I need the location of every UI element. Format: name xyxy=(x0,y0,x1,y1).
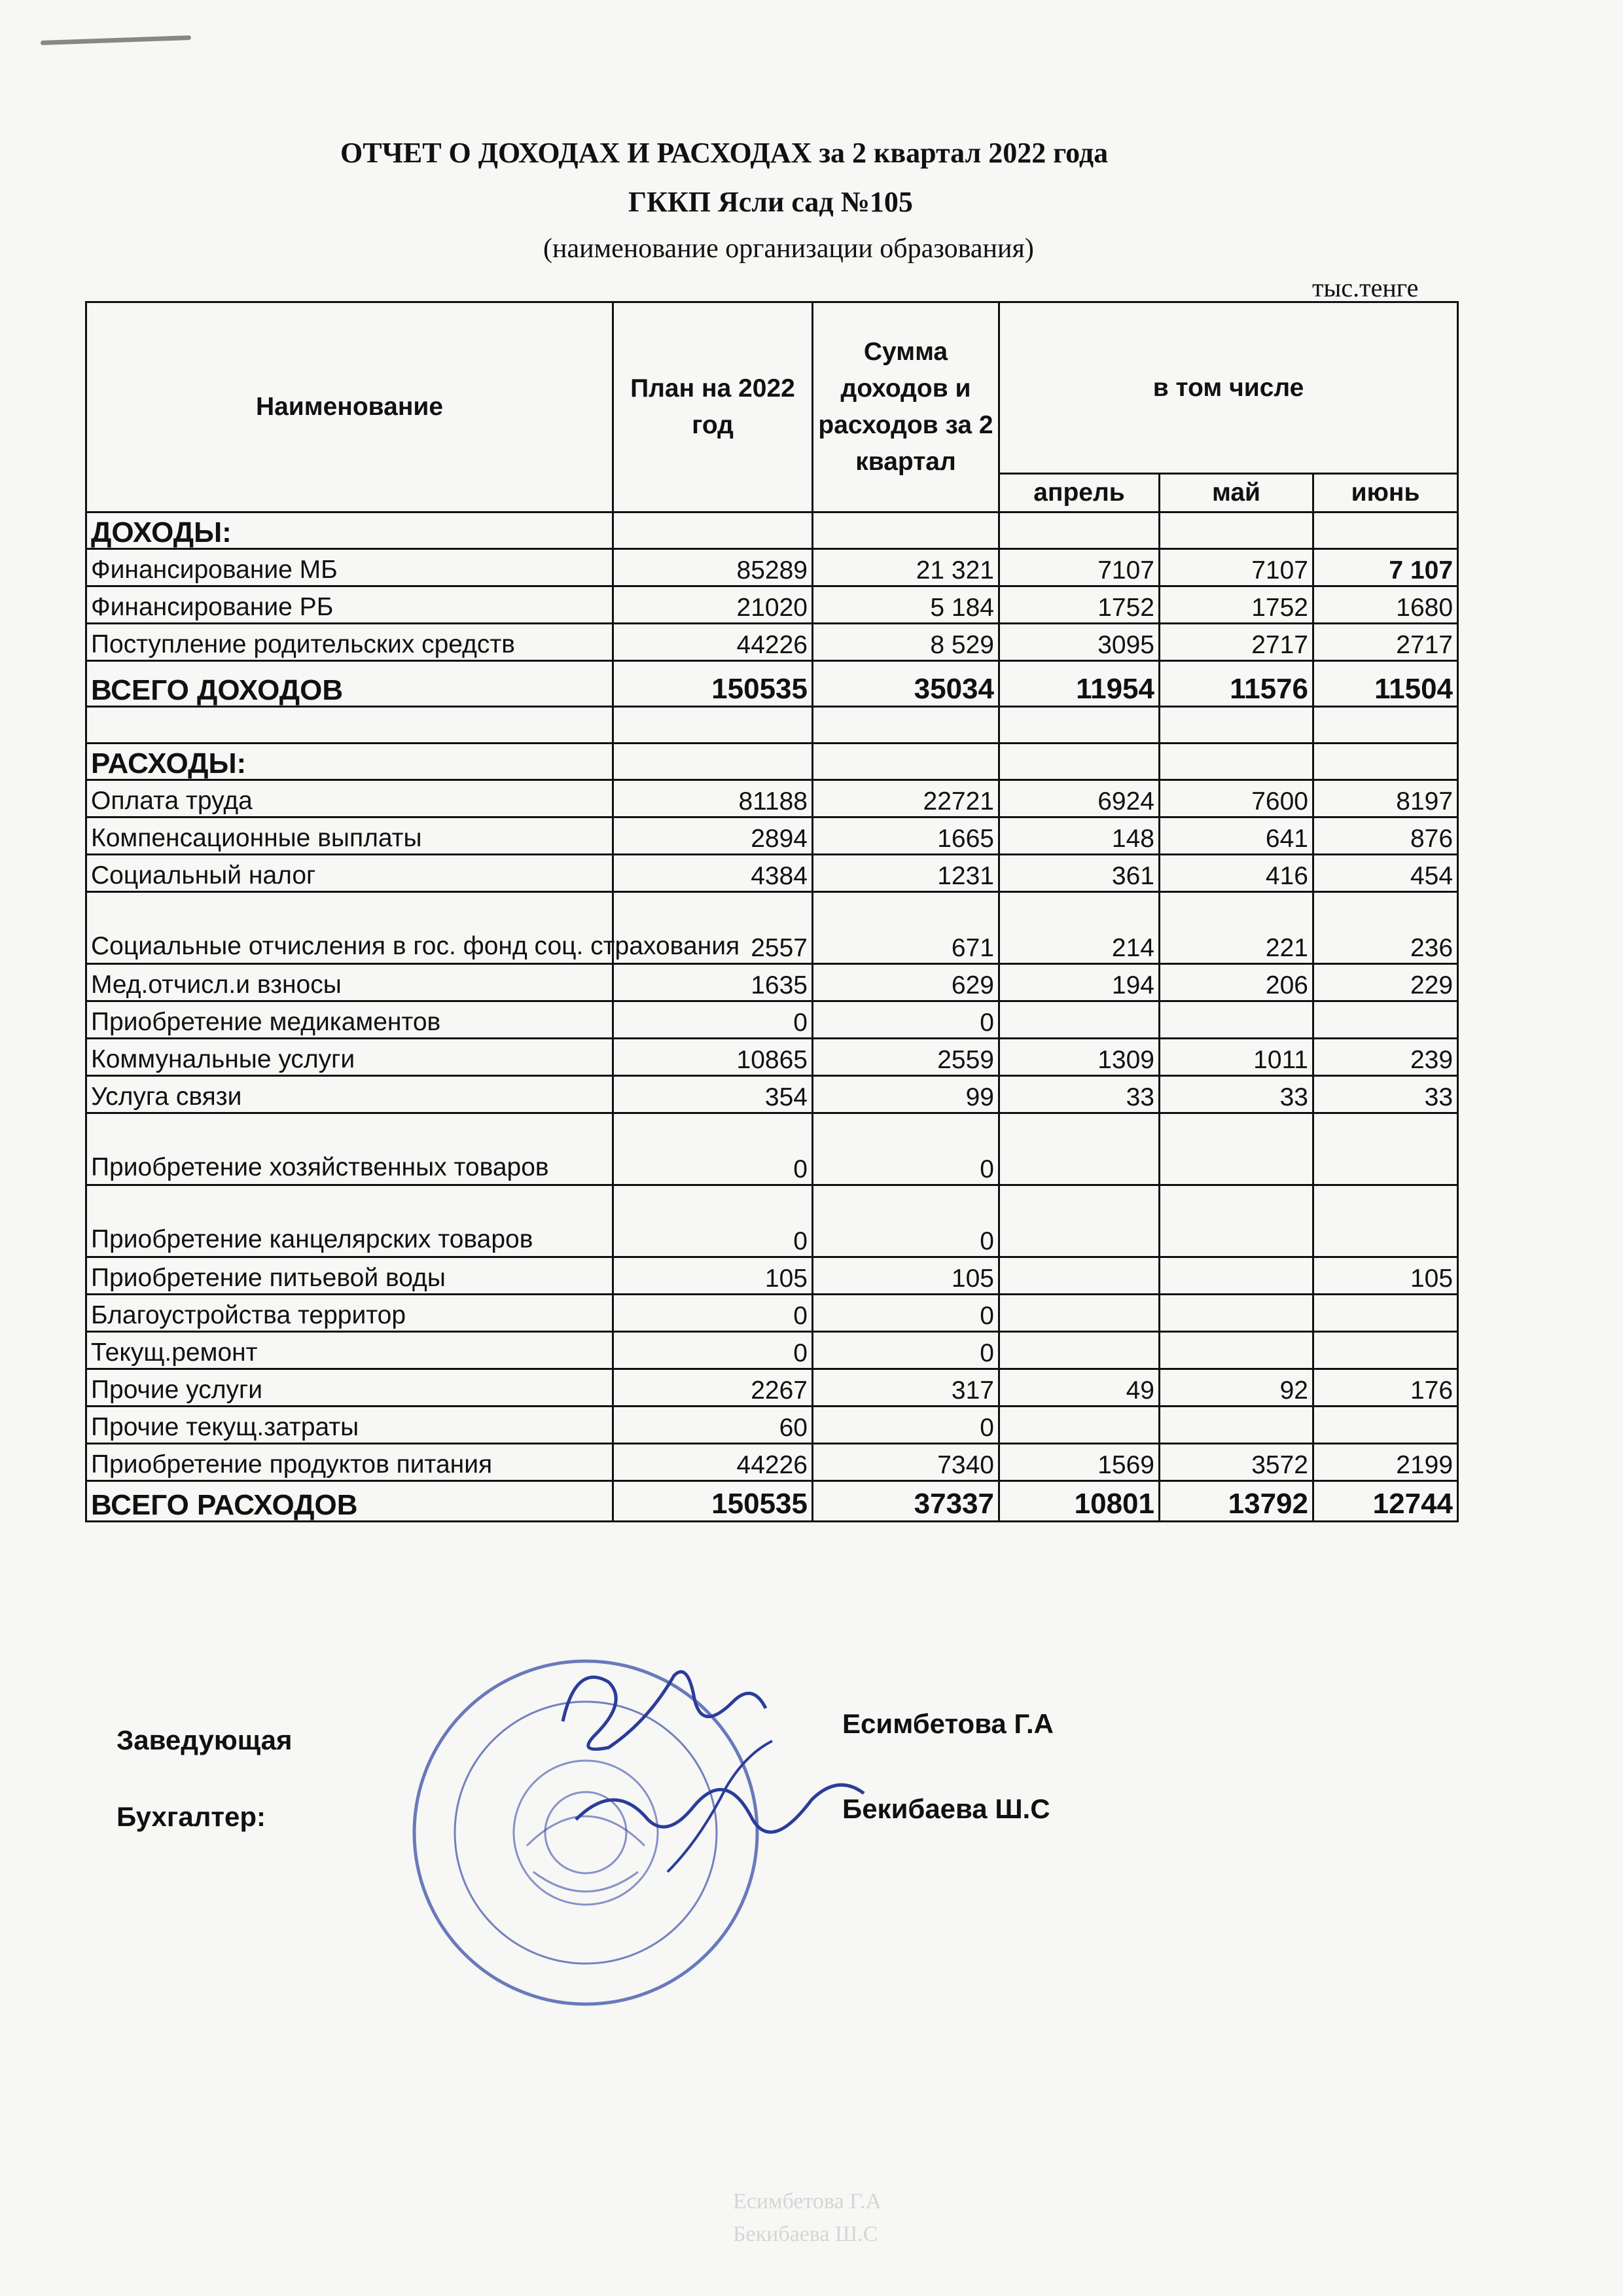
cell-plan: 44226 xyxy=(613,624,813,661)
empty-cell xyxy=(613,744,813,780)
cell-sum: 317 xyxy=(813,1369,999,1407)
cell-apr xyxy=(999,1332,1160,1369)
cell-sum: 671 xyxy=(813,892,999,964)
section-label: РАСХОДЫ: xyxy=(86,744,613,780)
cell-plan: 150535 xyxy=(613,661,813,707)
cell-jun: 239 xyxy=(1313,1039,1458,1076)
currency-unit: тыс.тенге xyxy=(1312,273,1419,302)
expense-row xyxy=(86,1407,1458,1444)
cell-may: 641 xyxy=(1160,817,1313,855)
cell-sum: 8 529 xyxy=(813,624,999,661)
empty-cell xyxy=(1160,512,1313,549)
cell-apr: 6924 xyxy=(999,780,1160,817)
row-name: Приобретение продуктов питания xyxy=(86,1444,613,1481)
cell-jun: 11504 xyxy=(1313,661,1458,707)
cell-sum: 1231 xyxy=(813,855,999,892)
cell-may xyxy=(1160,1332,1313,1369)
expense-total-row xyxy=(86,1481,1458,1522)
row-name: Приобретение питьевой воды xyxy=(86,1257,613,1295)
income-row xyxy=(86,549,1458,586)
row-name: Прочие услуги xyxy=(86,1369,613,1407)
cell-may: 416 xyxy=(1160,855,1313,892)
cell-apr: 7107 xyxy=(999,549,1160,586)
row-name: Прочие текущ.затраты xyxy=(86,1407,613,1444)
cell-may xyxy=(1160,1113,1313,1185)
row-name: Социальный налог xyxy=(86,855,613,892)
cell-apr: 1569 xyxy=(999,1444,1160,1481)
empty-cell xyxy=(999,744,1160,780)
cell-plan: 0 xyxy=(613,1332,813,1369)
signature-scribbles xyxy=(537,1623,903,1898)
section-label: ДОХОДЫ: xyxy=(86,512,613,549)
cell-apr xyxy=(999,1257,1160,1295)
cell-sum: 5 184 xyxy=(813,586,999,624)
cell-jun: 236 xyxy=(1313,892,1458,964)
cell-jun: 2199 xyxy=(1313,1444,1458,1481)
cell-apr: 10801 xyxy=(999,1481,1160,1522)
cell-sum: 0 xyxy=(813,1113,999,1185)
cell-sum: 0 xyxy=(813,1407,999,1444)
expense-row xyxy=(86,1185,1458,1257)
cell-plan: 105 xyxy=(613,1257,813,1295)
cell-plan: 21020 xyxy=(613,586,813,624)
cell-jun: 33 xyxy=(1313,1076,1458,1113)
cell-may xyxy=(1160,1407,1313,1444)
cell-plan: 4384 xyxy=(613,855,813,892)
row-name: Компенсационные выплаты xyxy=(86,817,613,855)
row-name: Финансирование РБ xyxy=(86,586,613,624)
cell-may: 1752 xyxy=(1160,586,1313,624)
cell-may: 92 xyxy=(1160,1369,1313,1407)
cell-sum: 2559 xyxy=(813,1039,999,1076)
cell-apr xyxy=(999,1407,1160,1444)
cell-plan: 0 xyxy=(613,1113,813,1185)
cell-sum: 0 xyxy=(813,1332,999,1369)
row-name: Текущ.ремонт xyxy=(86,1332,613,1369)
cell-plan: 2557 xyxy=(613,892,813,964)
cell-may xyxy=(1160,1295,1313,1332)
expense-section xyxy=(86,744,1458,1522)
cell-may: 11576 xyxy=(1160,661,1313,707)
income-total-row xyxy=(86,661,1458,707)
expense-row xyxy=(86,1076,1458,1113)
income-label-row xyxy=(86,512,1458,549)
cell-apr: 11954 xyxy=(999,661,1160,707)
expense-row xyxy=(86,1257,1458,1295)
cell-apr: 214 xyxy=(999,892,1160,964)
cell-may: 7107 xyxy=(1160,549,1313,586)
scan-artifact xyxy=(41,35,191,45)
cell-apr xyxy=(999,1113,1160,1185)
cell-plan: 85289 xyxy=(613,549,813,586)
head-role: Заведующая xyxy=(116,1725,293,1755)
report-title: ОТЧЕТ О ДОХОДАХ И РАСХОДАХ за 2 квартал 2022 года xyxy=(340,137,1109,169)
cell-jun: 1680 xyxy=(1313,586,1458,624)
cell-may: 13792 xyxy=(1160,1481,1313,1522)
cell-apr xyxy=(999,1001,1160,1039)
cell-jun xyxy=(1313,1001,1458,1039)
income-expense-table xyxy=(85,301,1459,1522)
empty-cell xyxy=(813,744,999,780)
cell-sum: 22721 xyxy=(813,780,999,817)
cell-jun xyxy=(1313,1185,1458,1257)
cell-sum: 0 xyxy=(813,1295,999,1332)
cell-sum: 629 xyxy=(813,964,999,1001)
row-name: Приобретение хозяйственных товаров xyxy=(86,1113,613,1185)
cell-sum: 105 xyxy=(813,1257,999,1295)
expense-row xyxy=(86,780,1458,817)
cell-may xyxy=(1160,1001,1313,1039)
expense-row xyxy=(86,817,1458,855)
empty-cell xyxy=(813,512,999,549)
cell-apr: 49 xyxy=(999,1369,1160,1407)
cell-may: 206 xyxy=(1160,964,1313,1001)
row-name: Приобретение канцелярских товаров xyxy=(86,1185,613,1257)
cell-may: 2717 xyxy=(1160,624,1313,661)
cell-jun: 2717 xyxy=(1313,624,1458,661)
expense-row xyxy=(86,1113,1458,1185)
cell-plan: 10865 xyxy=(613,1039,813,1076)
row-name: Финансирование МБ xyxy=(86,549,613,586)
cell-sum: 0 xyxy=(813,1001,999,1039)
expense-row xyxy=(86,1369,1458,1407)
cell-may: 3572 xyxy=(1160,1444,1313,1481)
cell-apr: 33 xyxy=(999,1076,1160,1113)
cell-jun: 454 xyxy=(1313,855,1458,892)
cell-apr xyxy=(999,1295,1160,1332)
head-name: Есимбетова Г.А xyxy=(842,1708,1054,1739)
row-name: ВСЕГО ДОХОДОВ xyxy=(86,661,613,707)
cell-may xyxy=(1160,1257,1313,1295)
expense-row xyxy=(86,1039,1458,1076)
organization-caption: (наименование организации образования) xyxy=(543,234,1034,264)
expense-row xyxy=(86,855,1458,892)
cell-apr: 361 xyxy=(999,855,1160,892)
bleed-through-text: Бекибаева Ш.С xyxy=(733,2222,878,2246)
header-quarter-sum: Сумма доходов и расходов за 2 квартал xyxy=(813,302,999,512)
bleed-through-text: Есимбетова Г.А xyxy=(733,2189,882,2214)
cell-sum: 37337 xyxy=(813,1481,999,1522)
row-name: Социальные отчисления в гос. фонд соц. страхования xyxy=(86,892,613,964)
row-name: Оплата труда xyxy=(86,780,613,817)
header-june: июнь xyxy=(1313,474,1458,512)
income-row xyxy=(86,586,1458,624)
cell-jun: 176 xyxy=(1313,1369,1458,1407)
spacer-row xyxy=(86,707,1458,744)
cell-apr xyxy=(999,1185,1160,1257)
cell-jun xyxy=(1313,1332,1458,1369)
cell-apr: 1752 xyxy=(999,586,1160,624)
expense-row xyxy=(86,1444,1458,1481)
header-may: май xyxy=(1160,474,1313,512)
cell-apr: 3095 xyxy=(999,624,1160,661)
empty-cell xyxy=(1313,744,1458,780)
header-name: Наименование xyxy=(86,302,613,512)
cell-plan: 81188 xyxy=(613,780,813,817)
cell-may xyxy=(1160,1185,1313,1257)
cell-plan: 150535 xyxy=(613,1481,813,1522)
cell-sum: 21 321 xyxy=(813,549,999,586)
cell-sum: 0 xyxy=(813,1185,999,1257)
cell-may: 33 xyxy=(1160,1076,1313,1113)
income-row xyxy=(86,624,1458,661)
expense-label-row xyxy=(86,744,1458,780)
cell-jun: 229 xyxy=(1313,964,1458,1001)
empty-cell xyxy=(1160,744,1313,780)
cell-sum: 99 xyxy=(813,1076,999,1113)
cell-plan: 44226 xyxy=(613,1444,813,1481)
cell-may: 221 xyxy=(1160,892,1313,964)
cell-plan: 354 xyxy=(613,1076,813,1113)
cell-plan: 0 xyxy=(613,1001,813,1039)
cell-plan: 1635 xyxy=(613,964,813,1001)
row-name: ВСЕГО РАСХОДОВ xyxy=(86,1481,613,1522)
expense-row xyxy=(86,1332,1458,1369)
accountant-name: Бекибаева Ш.С xyxy=(842,1793,1050,1824)
cell-jun xyxy=(1313,1407,1458,1444)
cell-sum: 7340 xyxy=(813,1444,999,1481)
header-april: апрель xyxy=(999,474,1160,512)
cell-jun xyxy=(1313,1295,1458,1332)
cell-plan: 2267 xyxy=(613,1369,813,1407)
header-including: в том числе xyxy=(999,302,1458,474)
cell-sum: 35034 xyxy=(813,661,999,707)
cell-apr: 148 xyxy=(999,817,1160,855)
cell-jun: 876 xyxy=(1313,817,1458,855)
cell-apr: 194 xyxy=(999,964,1160,1001)
expense-row xyxy=(86,892,1458,964)
expense-row xyxy=(86,964,1458,1001)
cell-may: 7600 xyxy=(1160,780,1313,817)
cell-apr: 1309 xyxy=(999,1039,1160,1076)
empty-cell xyxy=(613,512,813,549)
row-name: Приобретение медикаментов xyxy=(86,1001,613,1039)
cell-sum: 1665 xyxy=(813,817,999,855)
row-name: Поступление родительских средств xyxy=(86,624,613,661)
header-plan: План на 2022 год xyxy=(613,302,813,512)
cell-jun: 8197 xyxy=(1313,780,1458,817)
empty-cell xyxy=(999,512,1160,549)
cell-plan: 0 xyxy=(613,1295,813,1332)
cell-plan: 0 xyxy=(613,1185,813,1257)
row-name: Мед.отчисл.и взносы xyxy=(86,964,613,1001)
expense-row xyxy=(86,1295,1458,1332)
row-name: Благоустройства территор xyxy=(86,1295,613,1332)
income-section xyxy=(86,512,1458,707)
accountant-role: Бухгалтер: xyxy=(116,1801,266,1832)
cell-plan: 2894 xyxy=(613,817,813,855)
cell-jun: 105 xyxy=(1313,1257,1458,1295)
empty-cell xyxy=(1313,512,1458,549)
expense-row xyxy=(86,1001,1458,1039)
cell-may: 1011 xyxy=(1160,1039,1313,1076)
cell-jun xyxy=(1313,1113,1458,1185)
organization-name: ГККП Ясли сад №105 xyxy=(628,186,913,218)
row-name: Услуга связи xyxy=(86,1076,613,1113)
cell-jun: 12744 xyxy=(1313,1481,1458,1522)
cell-jun: 7 107 xyxy=(1313,549,1458,586)
cell-plan: 60 xyxy=(613,1407,813,1444)
row-name: Коммунальные услуги xyxy=(86,1039,613,1076)
